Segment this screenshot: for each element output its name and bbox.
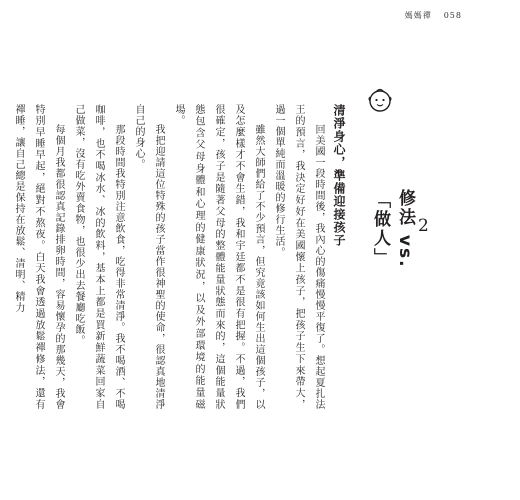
chapter-title-main: 修法 vs. bbox=[395, 189, 415, 269]
paragraph: 每個月我都很認真記錄排卵時間，容易懷孕的那幾天，我會特別早睡早起，絕對不熬夜。白天我會透過放鬆禪修法，還有禪睡，讓自己總是保持在放鬆、清明、精力 bbox=[13, 104, 64, 410]
body-text bbox=[13, 104, 328, 410]
paragraph: 我把迎請這位特殊的孩子當作很神聖的使命，很認真地清淨自己的身心。 bbox=[133, 104, 164, 410]
running-head-title: 媽媽禪 bbox=[404, 11, 432, 20]
running-head bbox=[405, 10, 462, 21]
section-heading-wrap bbox=[328, 104, 350, 247]
chapter-heading bbox=[368, 104, 429, 354]
section-heading: 清淨身心，準備迎接孩子 bbox=[332, 104, 346, 247]
page-number: 058 bbox=[443, 11, 462, 20]
paragraph: 那段時間我特別注意飲食，吃得非常清淨。我不喝酒、不喝咖啡，也不喝冰水、冰的飲料，基本上都是買新鮮蔬菜回家自己做菜，沒有吃外賣食物，也很少出去餐廳吃飯。 bbox=[73, 104, 124, 410]
chapter-number: 2 bbox=[418, 216, 429, 236]
paragraph: 回美國一段時間後，我內心的傷痛慢慢平復了。想起夏扎法王的預言，我決定好好在美國懷上孩子，把孩子生下來帶大，過一個單純而溫暖的修行生活。 bbox=[273, 104, 324, 410]
chapter-title-quote: 「做人」 bbox=[370, 191, 390, 267]
paragraph: 雖然大師們給了不少預言，但究竟該如何生出這個孩子，以及怎麼樣才不會生錯，我和宇廷都不是很有把握。不過，我們很確定，孩子是隨著父母的整體能量狀態而來的，這個能量狀態包含父母身體和心理的健康狀況，以及外部環境的能量磁場。 bbox=[173, 104, 264, 410]
